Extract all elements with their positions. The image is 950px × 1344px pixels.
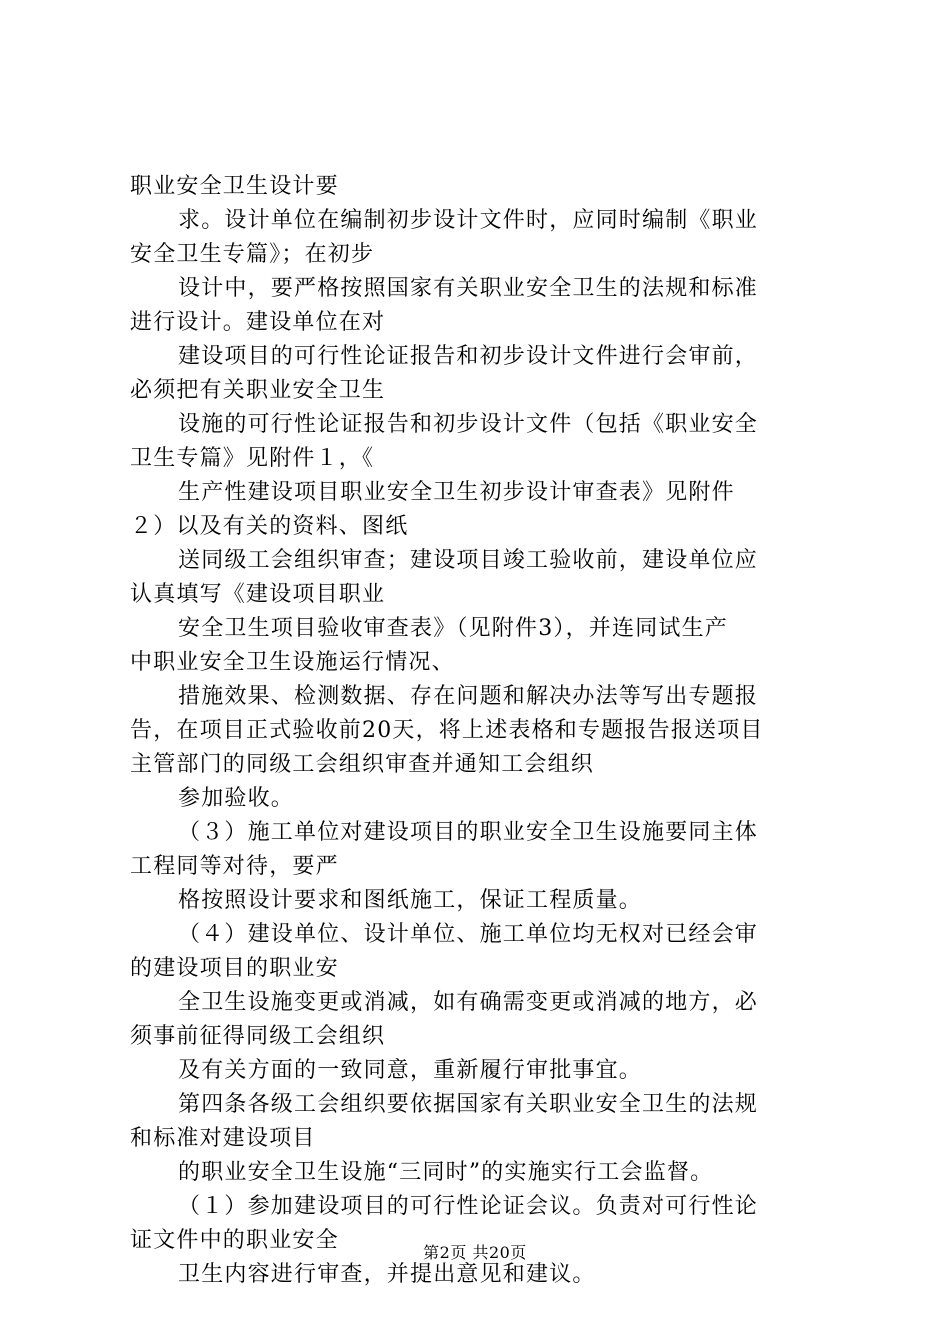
line-text: 主管部门的同级工会组织审查并通知工会组织 <box>130 752 595 777</box>
line-text: 证文件中的职业安全 <box>130 1228 339 1253</box>
text-line <box>130 476 830 510</box>
text-line <box>130 510 830 544</box>
text-line <box>130 850 830 884</box>
text-line <box>130 612 830 646</box>
line-text: 设施的可行性论证报告和初步设计文件（包括《职业安全 <box>178 412 759 437</box>
text-line <box>130 578 830 612</box>
line-text: 送同级工会组织审查；建设项目竣工验收前，建设单位应 <box>178 548 759 573</box>
line-text: 必须把有关职业安全卫生 <box>130 378 386 403</box>
text-line <box>130 1020 830 1054</box>
text-line <box>130 1054 830 1088</box>
text-line <box>130 646 830 680</box>
text-line <box>130 884 830 918</box>
text-line <box>130 816 830 850</box>
text-line <box>130 952 830 986</box>
text-line <box>130 748 830 782</box>
text-line <box>130 442 830 476</box>
line-text: （４）建设单位、设计单位、施工单位均无权对已经会审 <box>178 922 759 947</box>
line-text: （３）施工单位对建设项目的职业安全卫生设施要同主体 <box>178 820 759 845</box>
text-line <box>130 1088 830 1122</box>
text-line <box>130 204 830 238</box>
line-text: 须事前征得同级工会组织 <box>130 1024 386 1049</box>
text-line <box>130 1122 830 1156</box>
document-body <box>130 170 830 1292</box>
text-line <box>130 1190 830 1224</box>
line-text: 和标准对建设项目 <box>130 1126 316 1151</box>
text-line <box>130 238 830 272</box>
text-line <box>130 170 830 204</box>
line-text: 中职业安全卫生设施运行情况、 <box>130 650 455 675</box>
text-line <box>130 408 830 442</box>
line-text: 的职业安全卫生设施“三同时”的实施实行工会监督。 <box>178 1160 714 1185</box>
text-line <box>130 306 830 340</box>
line-text: 建设项目的可行性论证报告和初步设计文件进行会审前， <box>178 344 759 369</box>
line-text: 职业安全卫生设计要 <box>130 174 339 199</box>
line-text: 格按照设计要求和图纸施工，保证工程质量。 <box>178 888 643 913</box>
line-text: 告，在项目正式验收前20天，将上述表格和专题报告报送项目 <box>130 718 764 743</box>
text-line <box>130 782 830 816</box>
line-text: 卫生专篇》见附件１，《 <box>130 446 375 471</box>
line-text: 设计中，要严格按照国家有关职业安全卫生的法规和标准 <box>178 276 759 301</box>
line-text: 及有关方面的一致同意，重新履行审批事宜。 <box>178 1058 643 1083</box>
line-text: 进行设计。建设单位在对 <box>130 310 386 335</box>
text-line <box>130 1156 830 1190</box>
line-text: 措施效果、检测数据、存在问题和解决办法等写出专题报 <box>178 684 759 709</box>
line-text: 卫生内容进行审查，并提出意见和建议。 <box>178 1262 596 1287</box>
line-text: 的建设项目的职业安 <box>130 956 339 981</box>
line-text: 参加验收。 <box>178 786 295 811</box>
text-line <box>130 340 830 374</box>
text-line <box>130 986 830 1020</box>
line-text: 生产性建设项目职业安全卫生初步设计审查表》见附件 <box>178 480 735 505</box>
text-line <box>130 374 830 408</box>
line-text: 求。设计单位在编制初步设计文件时，应同时编制《职业 <box>178 208 759 233</box>
page-number-footer: 第2页 共20页 <box>423 1243 527 1262</box>
line-text: 安全卫生专篇》；在初步 <box>130 242 375 267</box>
text-line <box>130 680 830 714</box>
text-line <box>130 714 830 748</box>
text-line <box>130 544 830 578</box>
line-text: 工程同等对待，要严 <box>130 854 339 879</box>
line-text: 安全卫生项目验收审查表》（见附件3），并连同试生产 <box>178 616 728 641</box>
line-text: 全卫生设施变更或消减，如有确需变更或消减的地方，必 <box>178 990 759 1015</box>
text-line <box>130 272 830 306</box>
line-text: ２）以及有关的资料、图纸 <box>130 514 409 539</box>
line-text: 认真填写《建设项目职业 <box>130 582 386 607</box>
line-text: 第四条各级工会组织要依据国家有关职业安全卫生的法规 <box>178 1092 759 1117</box>
line-text: （１）参加建设项目的可行性论证会议。负责对可行性论 <box>178 1194 759 1219</box>
text-line <box>130 918 830 952</box>
